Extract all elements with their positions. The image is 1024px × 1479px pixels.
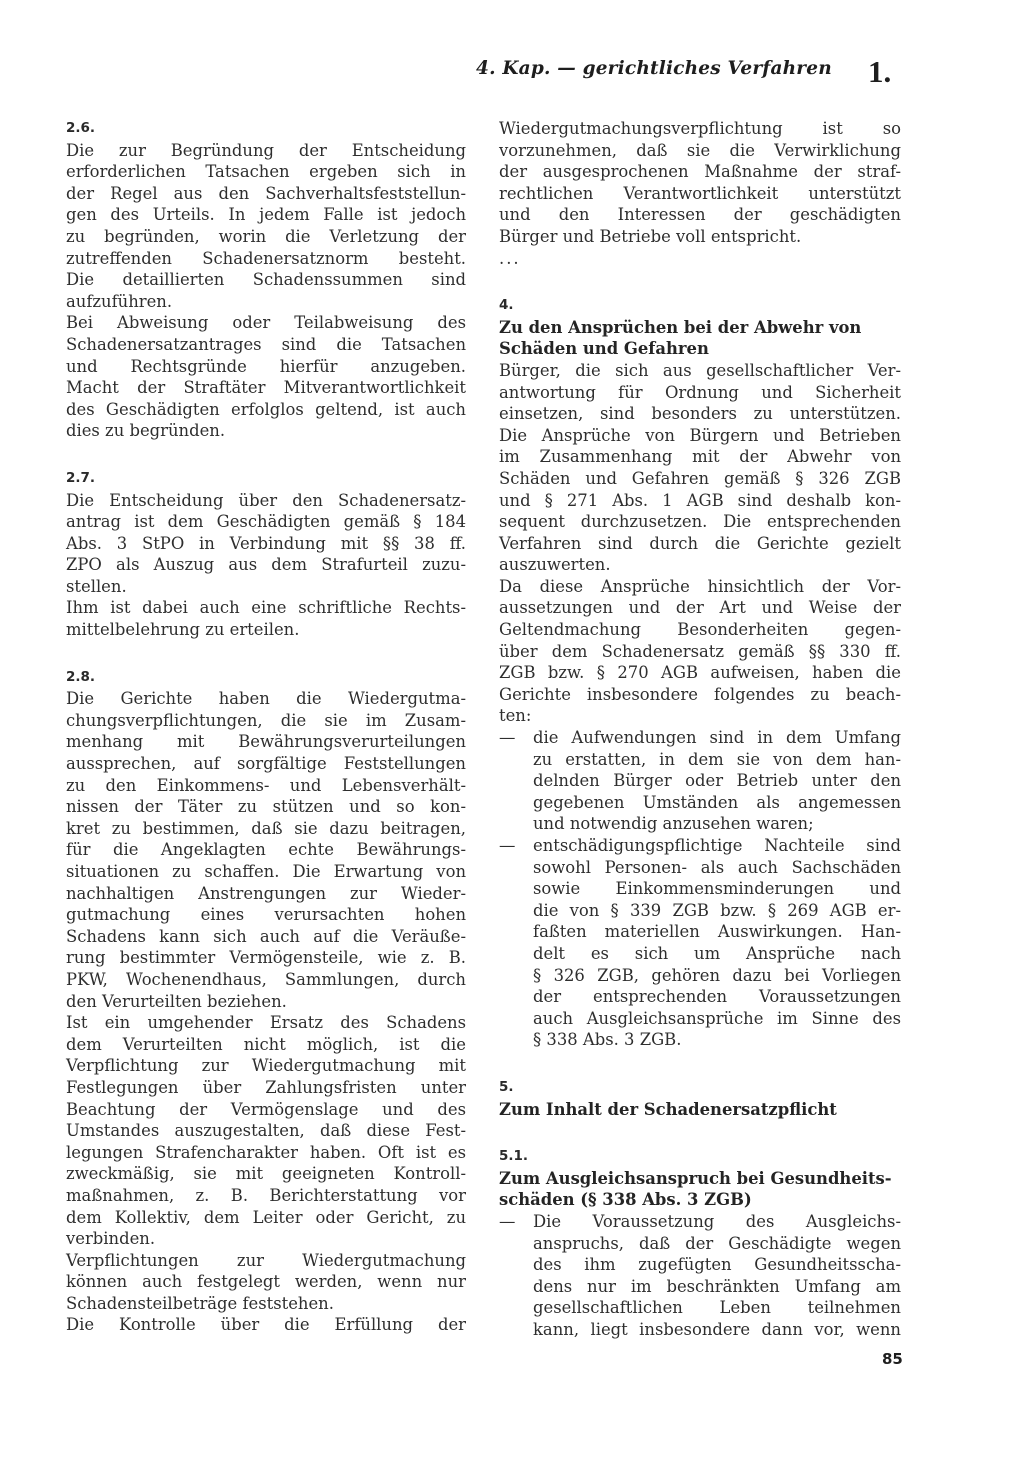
text-line: dies zu begründen. [66,421,226,441]
text-line: Ihm ist dabei auch eine schriftliche Rechts- [66,598,466,618]
text-line: sowie Einkommensminderungen und [533,879,901,899]
text-line: menhang mit Bewährungsverurteilungen [66,732,466,752]
text-line: mittelbelehrung zu erteilen. [66,620,300,640]
text-line: zu begründen, worin die Verletzung der [66,226,466,246]
right-column [499,118,901,1340]
text-line: der ausgesprochenen Maßnahme der straf- [499,162,901,182]
text-line: Umstandes auszugestalten, daß diese Fest- [66,1121,466,1141]
ellipsis: ... [499,248,521,268]
text-line: aussetzungen und der Art und Weise der [499,598,901,618]
text-line: Beachtung der Vermögenslage und des [66,1099,466,1119]
section-4-heading: Zu den Ansprüchen bei der Abwehr von [499,317,862,337]
text-line: aussprechen, auf sorgfältige Feststellungen [66,754,466,774]
text-line: zu den Einkommens- und Lebensverhält- [66,775,466,795]
text-line: faßten materiellen Auswirkungen. Han- [533,922,901,942]
text-line: zweckmäßig, sie mit geeigneten Kontroll- [66,1164,466,1184]
text-line: nissen der Täter zu stützen und so kon- [66,797,466,817]
section-2-6-text [66,140,466,442]
section-number-5: 5. [499,1078,514,1095]
text-line: Abs. 3 StPO in Verbindung mit §§ 38 ff. [66,533,466,553]
text-line: Verpflichtungen zur Wiedergutmachung [66,1250,466,1270]
text-line: vorzunehmen, daß sie die Verwirklichung [499,140,901,160]
text-line: PKW, Wochenendhaus, Sammlungen, durch [66,969,466,989]
text-line: erforderlichen Tatsachen ergeben sich in [66,162,466,182]
list-item [499,835,901,857]
section-number-2-7: 2.7. [66,469,96,486]
text-line: zu erstatten, in dem sie von dem han- [533,749,901,769]
text-line: legungen Strafencharakter haben. Oft ist es [66,1142,466,1162]
text-line: und notwendig anzusehen waren; [533,814,814,834]
text-line: über dem Schadenersatz gemäß §§ 330 ff. [499,641,901,661]
text-line: gutmachung eines verursachten hohen [66,905,466,925]
text-line: die Aufwendungen sind in dem Umfang [533,728,901,748]
text-line: verbinden. [66,1229,156,1249]
text-line: des ihm zugefügten Gesundheitsscha- [533,1255,901,1275]
text-line: die von § 339 ZGB bzw. § 269 AGB er- [533,900,901,920]
section-2-7-text [66,490,466,641]
text-line: Die Entscheidung über den Schadenersatz- [66,490,466,510]
text-line: aufzuführen. [66,291,173,311]
text-line: auch Ausgleichsansprüche im Sinne des [533,1008,901,1028]
text-line: kann, liegt insbesondere dann vor, wenn [533,1319,901,1339]
text-line: Da diese Ansprüche hinsichtlich der Vor- [499,576,901,596]
text-line: stellen. [66,576,127,596]
text-line: für die Angeklagten echte Bewährungs- [66,840,466,860]
page-number: 85 [882,1350,903,1368]
text-line: Bürger, die sich aus gesellschaftlicher Ver- [499,360,901,380]
text-line: den Verurteilten beziehen. [66,991,287,1011]
dash-marker: — [499,1211,516,1231]
text-line: ten: [499,706,532,726]
text-line: ZGB bzw. § 270 AGB aufweisen, haben die [499,663,901,683]
text-line: anspruchs, daß der Geschädigte wegen [533,1233,901,1253]
section-5-1-heading: Zum Ausgleichsanspruch bei Gesundheits- [499,1168,892,1188]
bullet-list [499,727,901,1051]
text-line: Die Voraussetzung des Ausgleichs- [533,1211,901,1231]
section-4-text [499,360,901,727]
text-line: gegebenen Umständen als angemessen [533,792,901,812]
text-line: Bürger und Betriebe voll entspricht. [499,226,802,246]
text-line: gen des Urteils. In jedem Falle ist jedoch [66,205,466,225]
text-line: antwortung für Ordnung und Sicherheit [499,382,901,402]
section-4-heading: Schäden und Gefahren [499,339,709,359]
list-item [499,1211,901,1233]
text-line: der Regel aus den Sachverhaltsfeststellun- [66,183,466,203]
section-number-2-6: 2.6. [66,120,96,136]
text-line: situationen zu schaffen. Die Erwartung von [66,862,466,881]
text-line: Macht der Straftäter Mitverantwortlichkeit [66,378,466,398]
text-line: Die zur Begründung der Entscheidung [66,140,466,160]
text-line: gesellschaftlichen Leben teilnehmen [533,1298,901,1318]
text-line: im Zusammenhang mit der Abwehr von [499,447,901,467]
text-line: und § 271 Abs. 1 AGB sind deshalb kon- [499,490,901,510]
text-line: § 326 ZGB, gehören dazu bei Vorliegen [533,965,901,985]
text-line: maßnahmen, z. B. Berichterstattung vor [66,1185,466,1205]
text-line: rung bestimmter Vermögensteile, wie z. B. [66,948,466,968]
text-line: einsetzen, sind besonders zu unterstützen. [499,404,901,424]
text-line: Gerichte insbesondere folgendes zu beach- [499,684,901,704]
running-head: 4. Kap. — gerichtliches Verfahren [476,58,832,79]
text-line: Die Ansprüche von Bürgern und Betrieben [499,425,901,445]
dash-marker: — [499,728,516,748]
text-line: Wiedergutmachungsverpflichtung ist so [499,119,901,138]
text-line: Die Kontrolle über die Erfüllung der [66,1315,466,1335]
text-line: delnden Bürger oder Betrieb unter den [533,771,901,791]
bullet-list [499,1211,901,1341]
text-line: delt es sich um Ansprüche nach [533,943,901,963]
dash-marker: — [499,836,516,855]
section-number-4: 4. [499,297,514,314]
section-5-heading: Zum Inhalt der Schadenersatzpflicht [499,1099,837,1119]
text-line: dem Kollektiv, dem Leiter oder Gericht, zu [66,1207,466,1227]
text-line: antrag ist dem Geschädigten gemäß § 184 [66,512,466,532]
text-line: dens nur im beschränkten Umfang am [533,1276,901,1296]
text-line: rechtlichen Verantwortlichkeit unterstützt [499,183,901,203]
text-line: der entsprechenden Voraussetzungen [533,987,901,1007]
text-line: § 338 Abs. 3 ZGB. [533,1030,682,1050]
text-line: dem Verurteilten nicht möglich, ist die [66,1034,466,1054]
text-line: Die Gerichte haben die Wiedergutma- [66,689,466,709]
text-line: Die detaillierten Schadenssummen sind [66,270,466,290]
text-line: sowohl Personen- als auch Sachschäden [533,857,901,877]
continuation-text [499,118,901,248]
text-line: sequent durchzusetzen. Die entsprechenden [499,512,901,532]
text-line: Schadenersatzantrages sind die Tatsachen [66,334,466,354]
section-5-1-heading: schäden (§ 338 Abs. 3 ZGB) [499,1190,752,1210]
text-line: chungsverpflichtungen, die sie im Zusam- [66,710,466,730]
section-number-5-1: 5.1. [499,1148,529,1165]
section-number-2-8: 2.8. [66,668,96,685]
list-item [499,727,901,749]
text-line: des Geschädigten erfolglos geltend, ist auch [66,399,466,419]
chapter-number: 1. [868,54,892,89]
text-line: auszuwerten. [499,555,611,575]
text-line: Verpflichtung zur Wiedergutmachung mit [66,1056,466,1076]
text-line: Bei Abweisung oder Teilabweisung des [66,313,466,333]
text-line: und Rechtsgründe hierfür anzugeben. [66,356,466,376]
section-2-8-text [66,688,466,1336]
text-line: kret zu bestimmen, daß sie dazu beitragen, [66,818,466,838]
text-line: Schäden und Gefahren gemäß § 326 ZGB [499,468,901,488]
text-line: und den Interessen der geschädigten [499,205,901,225]
text-line: Schadens kann sich auch auf die Veräuße- [66,926,466,946]
text-line: Geltendmachung Besonderheiten gegen- [499,620,901,640]
text-line: Ist ein umgehender Ersatz des Schadens [66,1013,466,1033]
text-line: können auch festgelegt werden, wenn nur [66,1272,466,1292]
left-column [66,118,466,1336]
text-line: zutreffenden Schadenersatznorm besteht. [66,248,466,268]
text-line: Festlegungen über Zahlungsfristen unter [66,1077,466,1097]
text-line: Schadensteilbeträge feststehen. [66,1293,334,1313]
text-line: Verfahren sind durch die Gerichte gezielt [499,533,901,553]
text-line: ZPO als Auszug aus dem Strafurteil zuzu- [66,555,466,575]
text-line: nachhaltigen Anstrengungen zur Wieder- [66,883,466,903]
text-line: entschädigungspflichtige Nachteile sind [533,836,901,855]
